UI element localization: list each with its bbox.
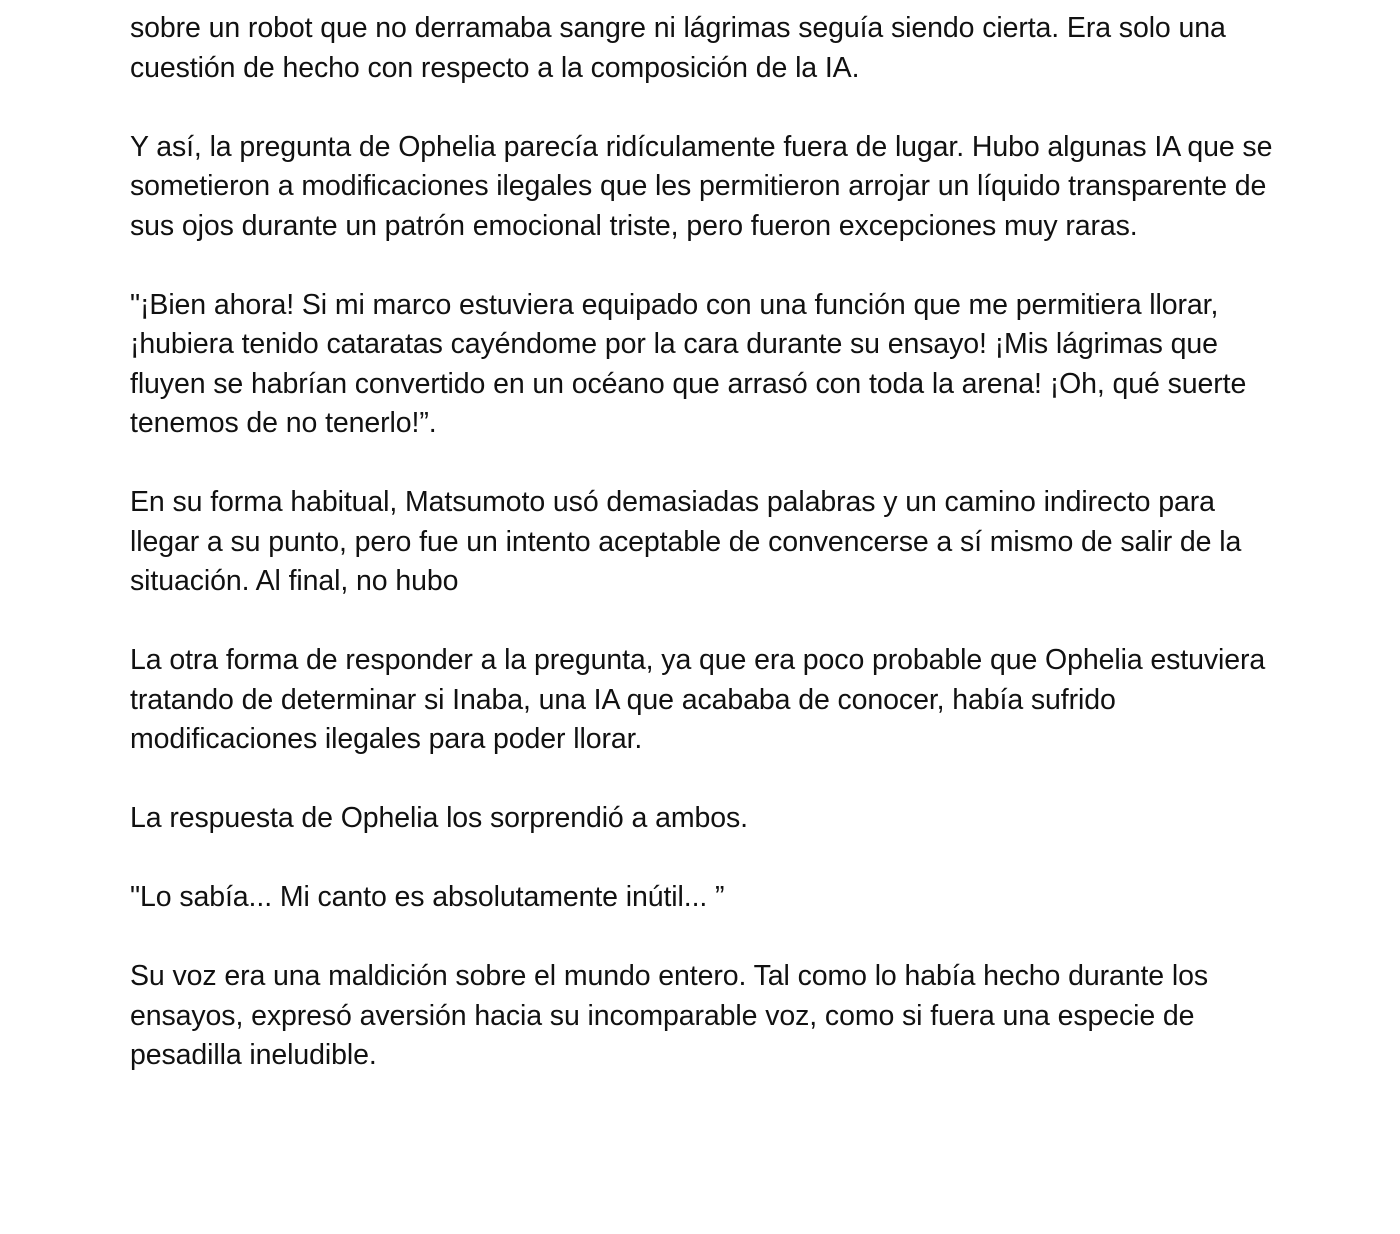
document-body (130, 9, 1290, 1115)
paragraph: "Lo sabía... Mi canto es absolutamente inútil... ” (130, 881, 725, 913)
paragraph: Su voz era una maldición sobre el mundo entero. Tal como lo había hecho durante los ensayos, expresó aversión hacia su incomparable voz, como si fuera una especie de pesadilla ineludible. (130, 960, 1209, 1071)
paragraph: La respuesta de Ophelia los sorprendió a ambos. (130, 802, 748, 834)
paragraph: sobre un robot que no derramaba sangre ni lágrimas seguía siendo cierta. Era solo una cuestión de hecho con respecto a la composición de la IA. (130, 12, 1226, 84)
paragraph: "¡Bien ahora! Si mi marco estuviera equipado con una función que me permitiera llorar, ¡hubiera tenido cataratas cayéndome por la cara durante su ensayo! ¡Mis lágrimas que fluyen se habrían convertido en un océano que arrasó con toda la arena! ¡Oh, qué suerte tenemos de no tenerlo!”. (130, 288, 1247, 439)
paragraph: En su forma habitual, Matsumoto usó demasiadas palabras y un camino indirecto para llegar a su punto, pero fue un intento aceptable de convencerse a sí mismo de salir de la situación. Al final, no hubo (130, 486, 1242, 597)
paragraph: Y así, la pregunta de Ophelia parecía ridículamente fuera de lugar. Hubo algunas IA que se sometieron a modificaciones ilegales que les permitieron arrojar un líquido transparente de sus ojos durante un patrón emocional triste, pero fueron excepciones muy raras. (130, 130, 1273, 242)
paragraph: La otra forma de responder a la pregunta, ya que era poco probable que Ophelia estuviera tratando de determinar si Inaba, una IA que acababa de conocer, había sufrido modificaciones ilegales para poder llorar. (130, 644, 1266, 755)
